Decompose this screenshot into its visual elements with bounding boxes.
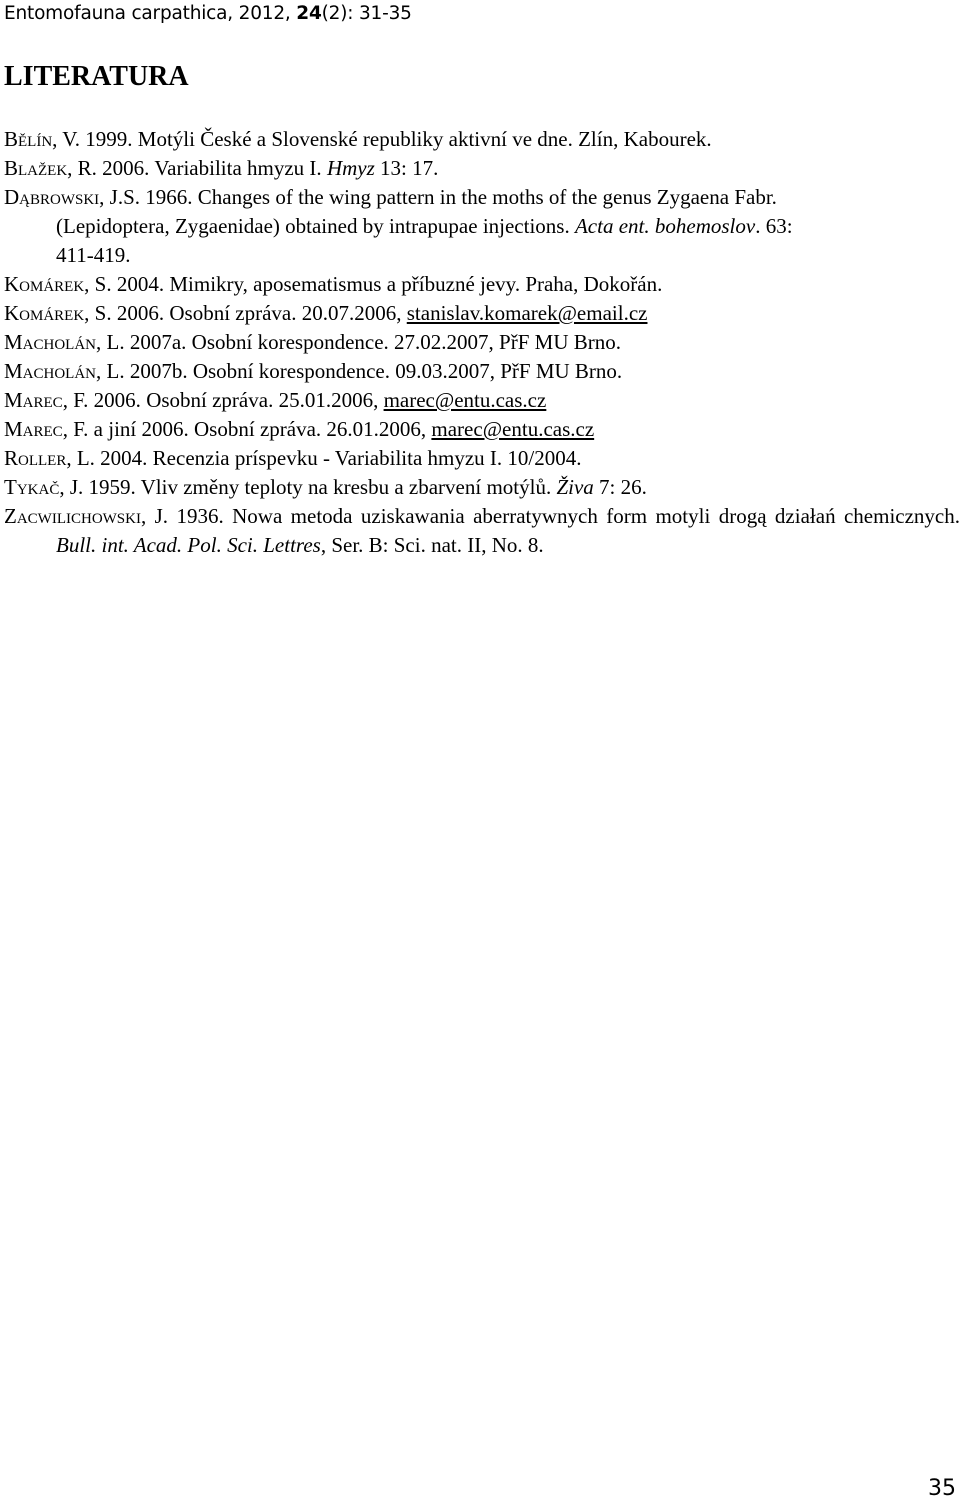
- email-link[interactable]: marec@entu.cas.cz: [383, 388, 547, 412]
- journal-name: Entomofauna carpathica: [4, 3, 228, 24]
- reference-item: Macholán, L. 2007a. Osobní korespondence. 27.02.2007, PřF MU Brno.: [4, 330, 621, 354]
- reference-item: Marec, F. a jiní 2006. Osobní zpráva. 26.01.2006, marec@entu.cas.cz: [4, 417, 595, 441]
- email-link[interactable]: stanislav.komarek@email.cz: [406, 301, 648, 325]
- reference-item: Tykač, J. 1959. Vliv změny teploty na kresbu a zbarvení motýlů. Živa 7: 26.: [4, 475, 647, 499]
- reference-item: Zacwilichowski, J. 1936. Nowa metoda uziskawania aberratywnych form motyli drogą działań chemicznych. Bull. int. Acad. Pol. Sci. Lettres, Ser. B: Sci. nat. II, No. 8.: [4, 504, 960, 557]
- reference-list: [4, 125, 960, 560]
- reference-item: Roller, L. 2004. Recenzia príspevku - Variabilita hmyzu I. 10/2004.: [4, 446, 582, 470]
- section-title: LITERATURA: [4, 61, 189, 92]
- reference-item: Marec, F. 2006. Osobní zpráva. 25.01.2006, marec@entu.cas.cz: [4, 388, 547, 412]
- journal-issue-pages: (2): 31-35: [321, 3, 412, 24]
- reference-item-continuation: 411-419.: [56, 243, 131, 267]
- reference-item: Komárek, S. 2004. Mimikry, aposematismus a příbuzné jevy. Praha, Dokořán.: [4, 272, 663, 296]
- running-header: [4, 2, 412, 26]
- page-number: 35: [928, 1476, 956, 1501]
- reference-item-continuation: (Lepidoptera, Zygaenidae) obtained by intrapupae injections. Acta ent. bohemoslov. 63:: [56, 214, 793, 238]
- reference-item: Macholán, L. 2007b. Osobní korespondence. 09.03.2007, PřF MU Brno.: [4, 359, 623, 383]
- reference-item: Komárek, S. 2006. Osobní zpráva. 20.07.2006, stanislav.komarek@email.cz: [4, 301, 648, 325]
- reference-item: Dąbrowski, J.S. 1966. Changes of the wing pattern in the moths of the genus Zygaena Fabr.: [4, 185, 777, 209]
- reference-item: Blažek, R. 2006. Variabilita hmyzu I. Hmyz 13: 17.: [4, 156, 439, 180]
- email-link[interactable]: marec@entu.cas.cz: [431, 417, 595, 441]
- reference-item: Bělín, V. 1999. Motýli České a Slovenské republiky aktivní ve dne. Zlín, Kabourek.: [4, 127, 712, 151]
- journal-year: , 2012,: [227, 3, 297, 24]
- journal-volume: 24: [296, 3, 322, 24]
